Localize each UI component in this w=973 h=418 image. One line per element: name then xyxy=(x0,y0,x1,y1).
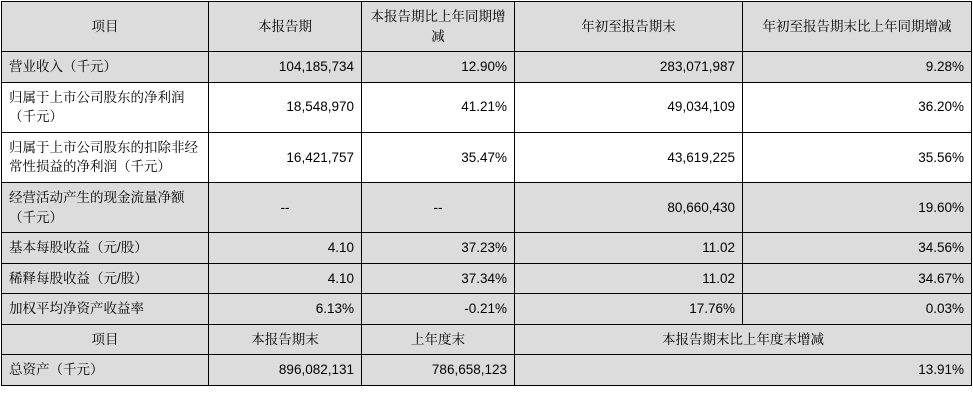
row-ytd: 11.02 xyxy=(515,233,743,264)
table-row xyxy=(2,52,972,83)
column-header-yoy-change: 本报告期比上年同期增减 xyxy=(362,2,515,52)
column-header-ytd-yoy-change: 年初至报告期末比上年同期增减 xyxy=(743,2,972,52)
table-row xyxy=(2,233,972,264)
column-header-ytd: 年初至报告期末 xyxy=(515,2,743,52)
row-ytd-yoy-change: 0.03% xyxy=(743,294,972,325)
row-ytd: 49,034,109 xyxy=(515,82,743,132)
row-label: 总资产（千元） xyxy=(2,355,209,386)
column-header-item: 项目 xyxy=(2,2,209,52)
row-label: 加权平均净资产收益率 xyxy=(2,294,209,325)
row-yoy-change: -- xyxy=(362,182,515,232)
row-ytd: 43,619,225 xyxy=(515,132,743,182)
row-ytd: 11.02 xyxy=(515,263,743,294)
row-ytd-yoy-change: 35.56% xyxy=(743,132,972,182)
row-label: 基本每股收益（元/股） xyxy=(2,233,209,264)
column-header-current-period: 本报告期 xyxy=(209,2,362,52)
table-row xyxy=(2,355,972,386)
row-prior-year-end: 786,658,123 xyxy=(362,355,515,386)
row-label: 稀释每股收益（元/股） xyxy=(2,263,209,294)
row-ytd: 17.76% xyxy=(515,294,743,325)
table-header-row xyxy=(2,2,972,52)
row-label: 经营活动产生的现金流量净额（千元） xyxy=(2,182,209,232)
table-row xyxy=(2,182,972,232)
table-row xyxy=(2,263,972,294)
financial-summary-table xyxy=(1,1,972,386)
row-ytd-yoy-change: 34.67% xyxy=(743,263,972,294)
table-row xyxy=(2,82,972,132)
row-ytd-yoy-change: 36.20% xyxy=(743,82,972,132)
column-header-change: 本报告期末比上年度末增减 xyxy=(515,324,972,355)
row-label: 归属于上市公司股东的扣除非经常性损益的净利润（千元） xyxy=(2,132,209,182)
row-yoy-change: 35.47% xyxy=(362,132,515,182)
row-current-period: 6.13% xyxy=(209,294,362,325)
row-yoy-change: -0.21% xyxy=(362,294,515,325)
row-yoy-change: 37.34% xyxy=(362,263,515,294)
row-current-period: 104,185,734 xyxy=(209,52,362,83)
column-header-item-2: 项目 xyxy=(2,324,209,355)
row-period-end: 896,082,131 xyxy=(209,355,362,386)
column-header-period-end: 本报告期末 xyxy=(209,324,362,355)
row-current-period: 4.10 xyxy=(209,233,362,264)
table-row xyxy=(2,294,972,325)
row-ytd-yoy-change: 19.60% xyxy=(743,182,972,232)
row-change: 13.91% xyxy=(515,355,972,386)
row-label: 营业收入（千元） xyxy=(2,52,209,83)
row-ytd-yoy-change: 34.56% xyxy=(743,233,972,264)
row-current-period: 18,548,970 xyxy=(209,82,362,132)
table-row xyxy=(2,132,972,182)
table-header-row-secondary xyxy=(2,324,972,355)
row-current-period: -- xyxy=(209,182,362,232)
row-current-period: 4.10 xyxy=(209,263,362,294)
row-ytd: 80,660,430 xyxy=(515,182,743,232)
row-yoy-change: 41.21% xyxy=(362,82,515,132)
row-yoy-change: 37.23% xyxy=(362,233,515,264)
row-current-period: 16,421,757 xyxy=(209,132,362,182)
row-ytd: 283,071,987 xyxy=(515,52,743,83)
column-header-prior-year-end: 上年度末 xyxy=(362,324,515,355)
row-ytd-yoy-change: 9.28% xyxy=(743,52,972,83)
row-yoy-change: 12.90% xyxy=(362,52,515,83)
row-label: 归属于上市公司股东的净利润（千元） xyxy=(2,82,209,132)
